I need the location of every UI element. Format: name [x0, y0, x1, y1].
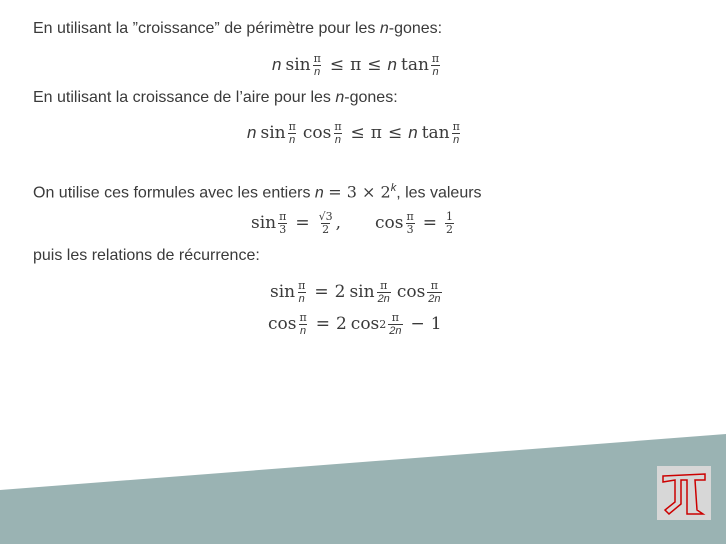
formula-recurrence-sin: sin $\frac{\pi}{n}$ = 2 sin $\frac{\pi}{2n}$ cos $\frac{\pi}{2n}$	[270, 278, 441, 305]
formula-perimeter: n sin $\frac{\pi}{n}$ ≤ π ≤ n tan $\frac{\pi}{n}$	[272, 51, 440, 78]
pi-logo-icon	[657, 466, 711, 520]
text-line-area: En utilisant la croissance de l’aire pour les n-gones:	[33, 89, 398, 106]
text-line-recurrence: puis les relations de récurrence:	[33, 247, 260, 264]
formula-recurrence-cos: cos $\frac{\pi}{n}$ = 2 cos 2 $\frac{\pi}{2n}$ − 1	[268, 310, 442, 337]
formula-area: n sin $\frac{\pi}{n}$ cos $\frac{\pi}{n}$ ≤ π ≤ n tan $\frac{\pi}{n}$	[247, 119, 460, 146]
text-line-perimeter: En utilisant la ”croissance” de périmètre pour les n-gones:	[33, 20, 443, 37]
formula-initial-values: sin $\frac{\pi}{3}$ = $\frac{√3}{2}$ , cos $\frac{\pi}{3}$ = $\frac{1}{2}$	[251, 209, 453, 236]
text-line-integers: On utilise ces formules avec les entiers $n = 3 \times 2^k$, les valeurs	[33, 182, 482, 202]
